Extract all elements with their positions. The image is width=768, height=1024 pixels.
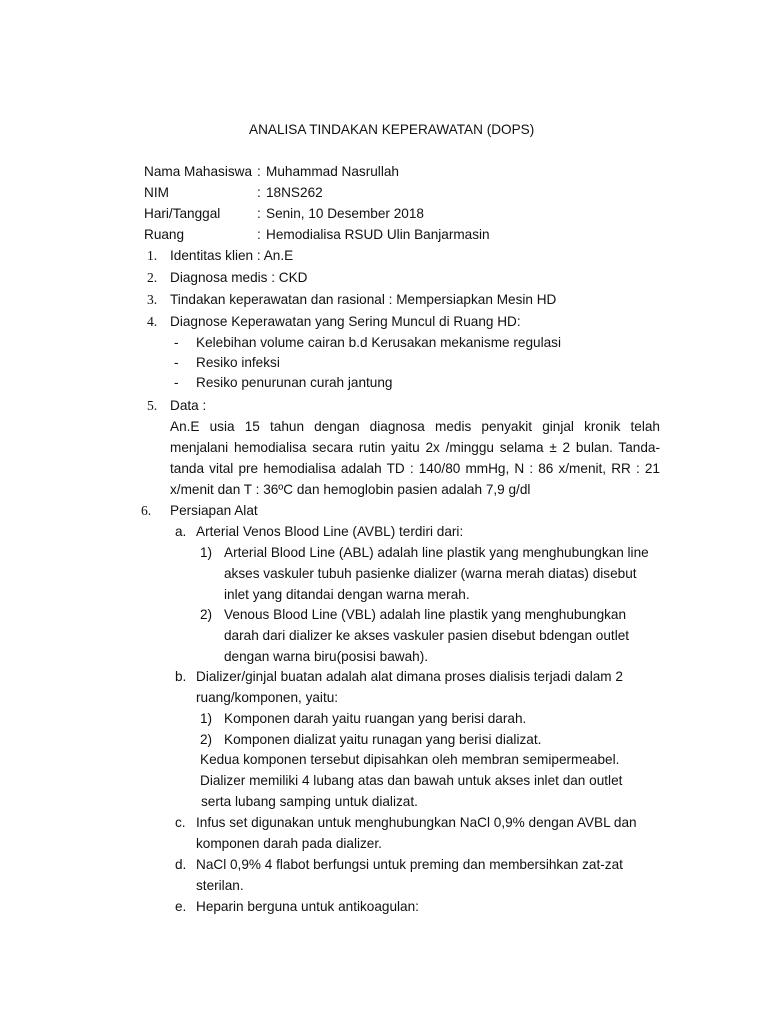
sub-text: Heparin berguna untuk antikoagulan:	[196, 899, 419, 914]
sub-line: ruang/komponen, yaitu:	[196, 690, 339, 705]
diagnosis-dash: -	[174, 375, 179, 390]
identity-sep-nim: :	[257, 185, 261, 200]
note-line: Kedua komponen tersebut dipisahkan oleh membran semipermeabel.	[200, 752, 620, 767]
identity-value-nama: Muhammad Nasrullah	[266, 164, 399, 179]
diagnosis-text: Resiko penurunan curah jantung	[196, 375, 393, 390]
identity-value-ruang: Hemodialisa RSUD Ulin Banjarmasin	[266, 227, 490, 242]
subsub-number: 1)	[200, 711, 213, 726]
item-number: 4.	[147, 314, 158, 329]
diagnosis-text: Kelebihan volume cairan b.d Kerusakan mekanisme regulasi	[196, 335, 561, 350]
data-paragraph-line: tanda vital pre hemodialisa adalah TD : 140/80 mmHg, N : 86 x/menit, RR : 21	[170, 461, 660, 476]
document-title: ANALISA TINDAKAN KEPERAWATAN (DOPS)	[249, 122, 535, 137]
identity-label-ruang: Ruang	[144, 227, 185, 242]
sub-line: NaCl 0,9% 4 flabot berfungsi untuk preming dan membersihkan zat-zat	[196, 857, 623, 872]
item-text: Persiapan Alat	[170, 503, 258, 518]
subsub-line: dengan warna biru(posisi bawah).	[224, 649, 429, 664]
item-number: 3.	[147, 292, 158, 307]
sub-label: a.	[175, 524, 187, 539]
item-text: Diagnose Keperawatan yang Sering Muncul di Ruang HD:	[170, 314, 521, 329]
note-line: Dializer memiliki 4 lubang atas dan bawah untuk akses inlet dan outlet	[200, 773, 623, 788]
sub-line: sterilan.	[196, 878, 244, 893]
subsub-number: 2)	[200, 732, 213, 747]
identity-sep-nama: :	[257, 164, 261, 179]
sub-label: e.	[175, 899, 187, 914]
identity-sep-ruang: :	[257, 227, 261, 242]
subsub-line: inlet yang ditandai dengan warna merah.	[224, 587, 470, 602]
subsub-line: Arterial Blood Line (ABL) adalah line plastik yang menghubungkan line	[224, 545, 649, 560]
sub-line: Infus set digunakan untuk menghubungkan NaCl 0,9% dengan AVBL dan	[196, 815, 637, 830]
subsub-number: 1)	[200, 545, 213, 560]
subsub-line: akses vaskuler tubuh pasienke dializer (warna merah diatas) disebut	[224, 566, 637, 581]
data-paragraph-line: menjalani hemodialisa secara rutin yaitu 2x /minggu selama ± 2 bulan. Tanda-	[170, 440, 660, 455]
item-text: Tindakan keperawatan dan rasional : Mempersiapkan Mesin HD	[170, 292, 557, 307]
identity-label-nim: NIM	[144, 185, 169, 200]
sub-label: d.	[175, 857, 187, 872]
item-number: 2.	[147, 270, 158, 285]
sub-line: komponen darah pada dializer.	[196, 836, 382, 851]
identity-value-tanggal: Senin, 10 Desember 2018	[266, 206, 424, 221]
subsub-number: 2)	[200, 607, 213, 622]
sub-label: b.	[175, 669, 187, 684]
identity-label-nama: Nama Mahasiswa	[144, 164, 253, 179]
sub-line: Dializer/ginjal buatan adalah alat dimana proses dialisis terjadi dalam 2	[196, 669, 623, 684]
diagnosis-text: Resiko infeksi	[196, 355, 280, 370]
data-paragraph-line: An.E usia 15 tahun dengan diagnosa medis penyakit ginjal kronik telah	[170, 419, 660, 434]
identity-value-nim: 18NS262	[266, 185, 323, 200]
sub-text: Arterial Venos Blood Line (AVBL) terdiri dari:	[196, 524, 464, 539]
data-paragraph-line: x/menit dan T : 36ºC dan hemoglobin pasien adalah 7,9 g/dl	[170, 482, 531, 497]
subsub-text: Komponen darah yaitu ruangan yang berisi darah.	[224, 711, 527, 726]
item-number: 6.	[141, 503, 152, 518]
identity-label-tanggal: Hari/Tanggal	[144, 206, 221, 221]
item-number: 5.	[147, 398, 158, 413]
item-text: Diagnosa medis : CKD	[170, 270, 308, 285]
diagnosis-dash: -	[174, 355, 179, 370]
subsub-line: darah dari dializer ke akses vaskuler pasien disebut bdengan outlet	[224, 628, 630, 643]
note-line: serta lubang samping untuk dializat.	[201, 794, 418, 809]
diagnosis-dash: -	[174, 335, 179, 350]
item-number: 1.	[147, 248, 158, 263]
subsub-line: Venous Blood Line (VBL) adalah line plastik yang menghubungkan	[224, 607, 627, 622]
sub-label: c.	[175, 815, 186, 830]
subsub-text: Komponen dializat yaitu runagan yang berisi dializat.	[224, 732, 542, 747]
identity-sep-tanggal: :	[257, 206, 261, 221]
item-text: Identitas klien : An.E	[170, 248, 294, 263]
item-text: Data :	[170, 398, 207, 413]
